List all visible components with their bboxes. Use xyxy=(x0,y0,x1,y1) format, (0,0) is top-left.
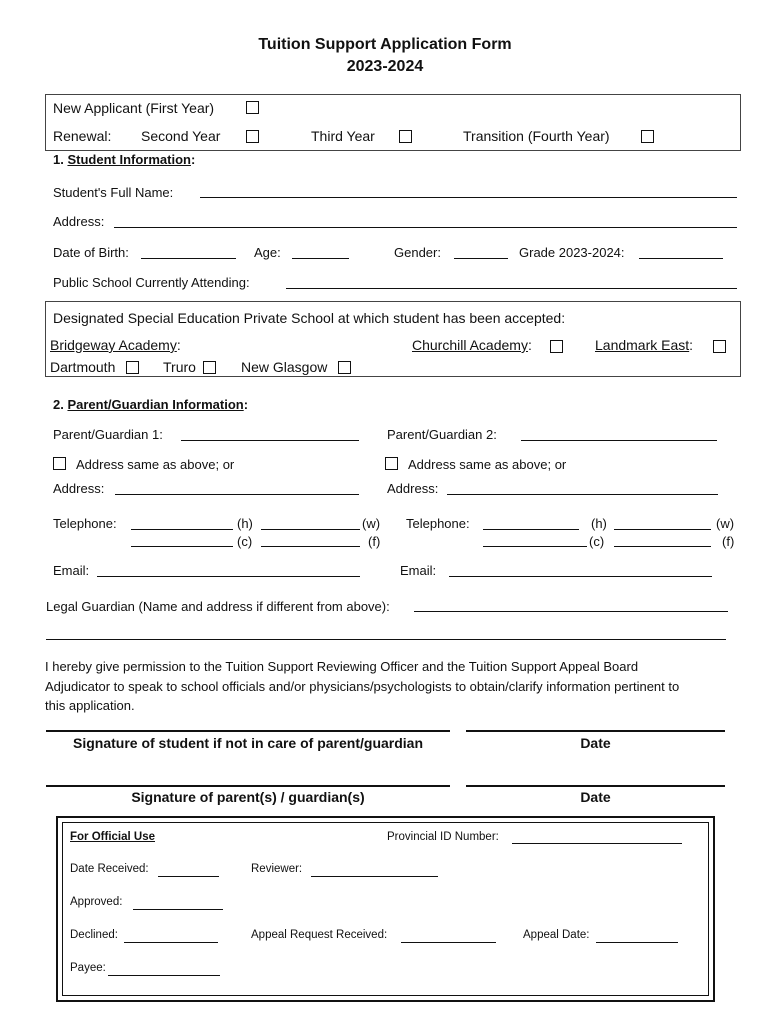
landmark-colon: : xyxy=(689,337,694,353)
pg2-phone-work-field[interactable] xyxy=(614,529,711,530)
pg2-w-label: (w) xyxy=(716,516,735,531)
churchill-label xyxy=(412,338,532,353)
transition-label: Transition (Fourth Year) xyxy=(463,128,610,144)
pg1-phone-cell-field[interactable] xyxy=(131,546,233,547)
legal-guardian-field[interactable] xyxy=(414,611,728,612)
section2-title: Parent/Guardian Information xyxy=(67,397,244,412)
parent-date-label: Date xyxy=(580,789,611,805)
churchill-colon: : xyxy=(527,337,532,353)
transition-checkbox[interactable] xyxy=(641,130,654,143)
pg1-h-label: (h) xyxy=(237,516,253,531)
new-glasgow-label: New Glasgow xyxy=(241,359,328,375)
student-date-line[interactable] xyxy=(466,730,725,732)
appeal-date-field[interactable] xyxy=(596,942,678,943)
pg1-address-label: Address: xyxy=(53,481,105,496)
pg2-address-field[interactable] xyxy=(447,494,718,495)
pg1-f-label: (f) xyxy=(368,534,381,549)
public-school-field[interactable] xyxy=(286,288,737,289)
pg2-email-label: Email: xyxy=(400,563,437,578)
section2-number: 2. xyxy=(53,397,64,412)
pg1-telephone-label: Telephone: xyxy=(53,516,117,531)
student-date-label: Date xyxy=(580,735,611,751)
pg2-same-address-checkbox[interactable] xyxy=(385,457,398,470)
student-signature-line[interactable] xyxy=(46,730,450,732)
new-glasgow-checkbox[interactable] xyxy=(338,361,351,374)
student-name-field[interactable] xyxy=(200,197,737,198)
new-applicant-label: New Applicant (First Year) xyxy=(53,100,215,116)
permission-line-1: I hereby give permission to the Tuition Support Reviewing Officer and the Tuition Support Appeal Board xyxy=(45,659,639,674)
pg1-w-label: (w) xyxy=(362,516,381,531)
appeal-request-field[interactable] xyxy=(401,942,496,943)
section1-number: 1. xyxy=(53,152,64,167)
appeal-request-label: Appeal Request Received: xyxy=(251,929,388,941)
pg2-telephone-label: Telephone: xyxy=(406,516,470,531)
pg1-phone-work-field[interactable] xyxy=(261,529,360,530)
gender-field[interactable] xyxy=(454,258,508,259)
approved-label: Approved: xyxy=(70,896,123,908)
reviewer-field[interactable] xyxy=(311,876,438,877)
dob-field[interactable] xyxy=(141,258,236,259)
landmark-name: Landmark East xyxy=(595,337,690,353)
student-name-label: Student's Full Name: xyxy=(53,185,174,200)
pg2-label: Parent/Guardian 2: xyxy=(387,427,497,442)
new-applicant-checkbox[interactable] xyxy=(246,101,259,114)
pg2-phone-cell-field[interactable] xyxy=(483,546,587,547)
pg1-email-field[interactable] xyxy=(97,576,360,577)
pg1-address-field[interactable] xyxy=(115,494,359,495)
section1-heading xyxy=(53,152,195,167)
address-label: Address: xyxy=(53,214,105,229)
student-signature-label: Signature of student if not in care of parent/guardian xyxy=(72,735,424,751)
pg2-f-label: (f) xyxy=(722,534,735,549)
dartmouth-checkbox[interactable] xyxy=(126,361,139,374)
payee-field[interactable] xyxy=(108,975,220,976)
address-field[interactable] xyxy=(114,227,737,228)
third-year-checkbox[interactable] xyxy=(399,130,412,143)
parent-signature-label: Signature of parent(s) / guardian(s) xyxy=(131,789,365,805)
bridgeway-label xyxy=(50,338,181,353)
section2-colon: : xyxy=(243,397,249,412)
permission-line-2: Adjudicator to speak to school officials and/or physicians/psychologists to obtain/clarify information pertinent to xyxy=(45,679,680,694)
age-label: Age: xyxy=(254,245,281,260)
pg1-same-address-label: Address same as above; or xyxy=(76,457,235,472)
permission-line-3: this application. xyxy=(45,698,135,713)
churchill-checkbox[interactable] xyxy=(550,340,563,353)
landmark-checkbox[interactable] xyxy=(713,340,726,353)
provincial-id-field[interactable] xyxy=(512,843,682,844)
dartmouth-label: Dartmouth xyxy=(50,359,116,375)
pg2-field[interactable] xyxy=(521,440,717,441)
approved-field[interactable] xyxy=(133,909,223,910)
provincial-id-label: Provincial ID Number: xyxy=(387,831,499,843)
truro-checkbox[interactable] xyxy=(203,361,216,374)
landmark-label xyxy=(595,338,693,353)
parent-date-line[interactable] xyxy=(466,785,725,787)
pg2-c-label: (c) xyxy=(589,534,605,549)
churchill-name: Churchill Academy xyxy=(412,337,528,353)
truro-label: Truro xyxy=(163,359,196,375)
section1-colon: : xyxy=(190,152,196,167)
date-received-label: Date Received: xyxy=(70,863,149,875)
pg2-same-address-label: Address same as above; or xyxy=(408,457,567,472)
second-year-label: Second Year xyxy=(141,128,221,144)
grade-label: Grade 2023-2024: xyxy=(519,245,625,260)
second-year-checkbox[interactable] xyxy=(246,130,259,143)
reviewer-label: Reviewer: xyxy=(251,863,303,875)
pg2-h-label: (h) xyxy=(591,516,607,531)
dob-label: Date of Birth: xyxy=(53,245,129,260)
payee-label: Payee: xyxy=(70,962,106,974)
appeal-date-label: Appeal Date: xyxy=(523,929,590,941)
pg1-label: Parent/Guardian 1: xyxy=(53,427,163,442)
legal-guardian-field-2[interactable] xyxy=(46,639,726,640)
pg1-field[interactable] xyxy=(181,440,359,441)
school-question: Designated Special Education Private School at which student has been accepted: xyxy=(53,310,566,326)
pg2-phone-home-field[interactable] xyxy=(483,529,579,530)
form-year: 2023-2024 xyxy=(346,58,424,75)
public-school-label: Public School Currently Attending: xyxy=(53,275,250,290)
third-year-label: Third Year xyxy=(311,128,375,144)
pg1-phone-home-field[interactable] xyxy=(131,529,233,530)
pg1-c-label: (c) xyxy=(237,534,253,549)
pg1-same-address-checkbox[interactable] xyxy=(53,457,66,470)
age-field[interactable] xyxy=(292,258,349,259)
declined-field[interactable] xyxy=(124,942,218,943)
bridgeway-name: Bridgeway Academy xyxy=(50,337,177,353)
date-received-field[interactable] xyxy=(158,876,219,877)
official-use-heading: For Official Use xyxy=(70,831,155,843)
section1-title: Student Information xyxy=(67,152,191,167)
parent-signature-line[interactable] xyxy=(46,785,450,787)
pg1-email-label: Email: xyxy=(53,563,90,578)
form-title: Tuition Support Application Form xyxy=(258,36,512,53)
legal-guardian-label: Legal Guardian (Name and address if different from above): xyxy=(46,599,390,614)
pg2-address-label: Address: xyxy=(387,481,439,496)
pg2-phone-fax-field[interactable] xyxy=(614,546,711,547)
pg1-phone-fax-field[interactable] xyxy=(261,546,360,547)
grade-field[interactable] xyxy=(639,258,723,259)
section2-heading xyxy=(53,397,248,412)
renewal-label: Renewal: xyxy=(53,128,112,144)
pg2-email-field[interactable] xyxy=(449,576,712,577)
declined-label: Declined: xyxy=(70,929,118,941)
gender-label: Gender: xyxy=(394,245,441,260)
bridgeway-colon: : xyxy=(176,337,181,353)
